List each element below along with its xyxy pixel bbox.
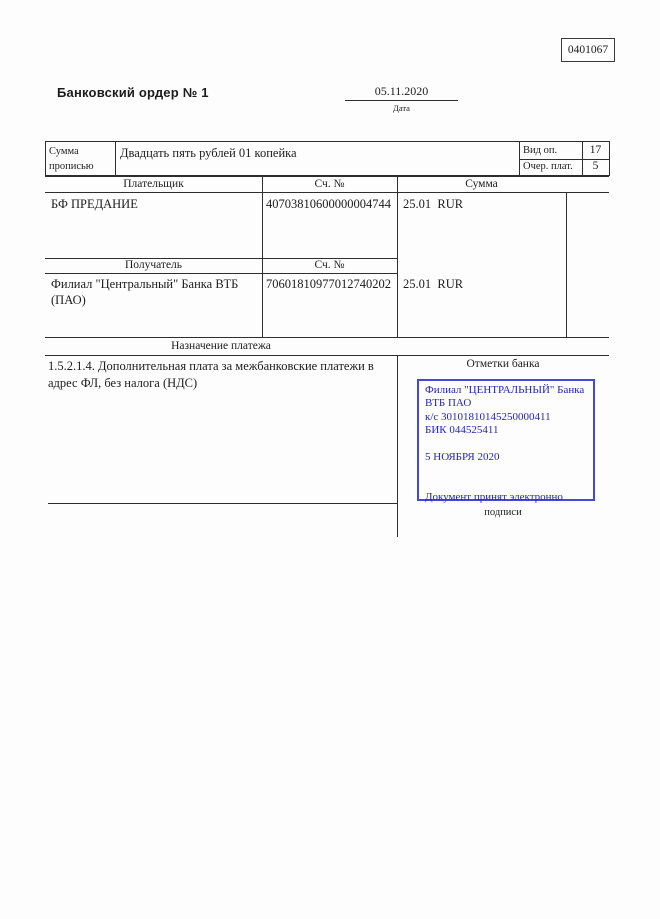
payee-name: Филиал "Центральный" Банка ВТБ (ПАО) — [51, 277, 239, 307]
operation-type-label: Вид оп. — [523, 145, 558, 156]
payee-column-header: Получатель — [124, 259, 183, 271]
payer-account: 40703810600000004744 — [266, 197, 391, 211]
page-title: Банковский ордер № 1 — [57, 85, 209, 100]
sum-column-header: Сумма — [465, 178, 498, 190]
stamp-line: к/с 30101810145250000411 — [425, 410, 551, 423]
amount-words-label: Сумма прописью — [49, 146, 94, 172]
border-line — [115, 141, 116, 176]
date-label: Дата — [393, 103, 410, 113]
stamp-line: 5 НОЯБРЯ 2020 — [425, 451, 500, 464]
border-line — [262, 176, 263, 337]
payer-amount: 25.01 RUR — [403, 197, 464, 211]
date-underline — [345, 100, 458, 101]
payee-account: 70601810977012740202 — [266, 277, 391, 291]
purpose-header: Назначение платежа — [171, 340, 271, 352]
stamp-line: Филиал "ЦЕНТРАЛЬНЫЙ" Банка — [425, 384, 585, 396]
stamp-line — [425, 438, 589, 451]
border-line — [45, 192, 609, 193]
payer-name: БФ ПРЕДАНИЕ — [51, 197, 138, 211]
border-line — [45, 141, 609, 142]
payment-priority-label: Очер. плат. — [523, 161, 573, 172]
border-line — [519, 141, 520, 176]
purpose-text: 1.5.2.1.4. Дополнительная плата за межбанковские платежи в адрес ФЛ, без налога (НДС) — [48, 359, 374, 390]
border-line — [397, 176, 398, 337]
border-line — [566, 192, 567, 337]
border-line — [48, 503, 397, 504]
amount-words-value: Двадцать пять рублей 01 копейка — [120, 146, 297, 160]
stamp-line: ВТБ ПАО — [425, 397, 472, 410]
stamp-line — [425, 478, 589, 491]
form-code-box — [561, 38, 615, 62]
stamp-line — [425, 464, 589, 477]
stamp-line: Документ принят электронно — [425, 491, 563, 504]
signatures-label: подписи — [484, 507, 522, 518]
payer-account-column-header: Сч. № — [314, 178, 345, 190]
border-line — [45, 337, 609, 338]
bank-stamp — [417, 379, 595, 504]
border-line — [609, 141, 610, 176]
border-line — [45, 273, 397, 274]
payer-column-header: Плательщик — [123, 178, 184, 190]
payment-priority-value: 5 — [592, 160, 599, 172]
border-line — [45, 141, 46, 176]
border-line — [45, 175, 609, 177]
operation-type-value: 17 — [589, 144, 602, 156]
payee-account-column-header: Сч. № — [314, 259, 345, 271]
payee-amount: 25.01 RUR — [403, 277, 464, 291]
date-value: 05.11.2020 — [374, 84, 429, 98]
border-line — [45, 355, 609, 356]
stamp-line: БИК 044525411 — [425, 424, 499, 437]
form-code: 0401067 — [567, 44, 609, 56]
bank-marks-header: Отметки банка — [466, 358, 540, 370]
